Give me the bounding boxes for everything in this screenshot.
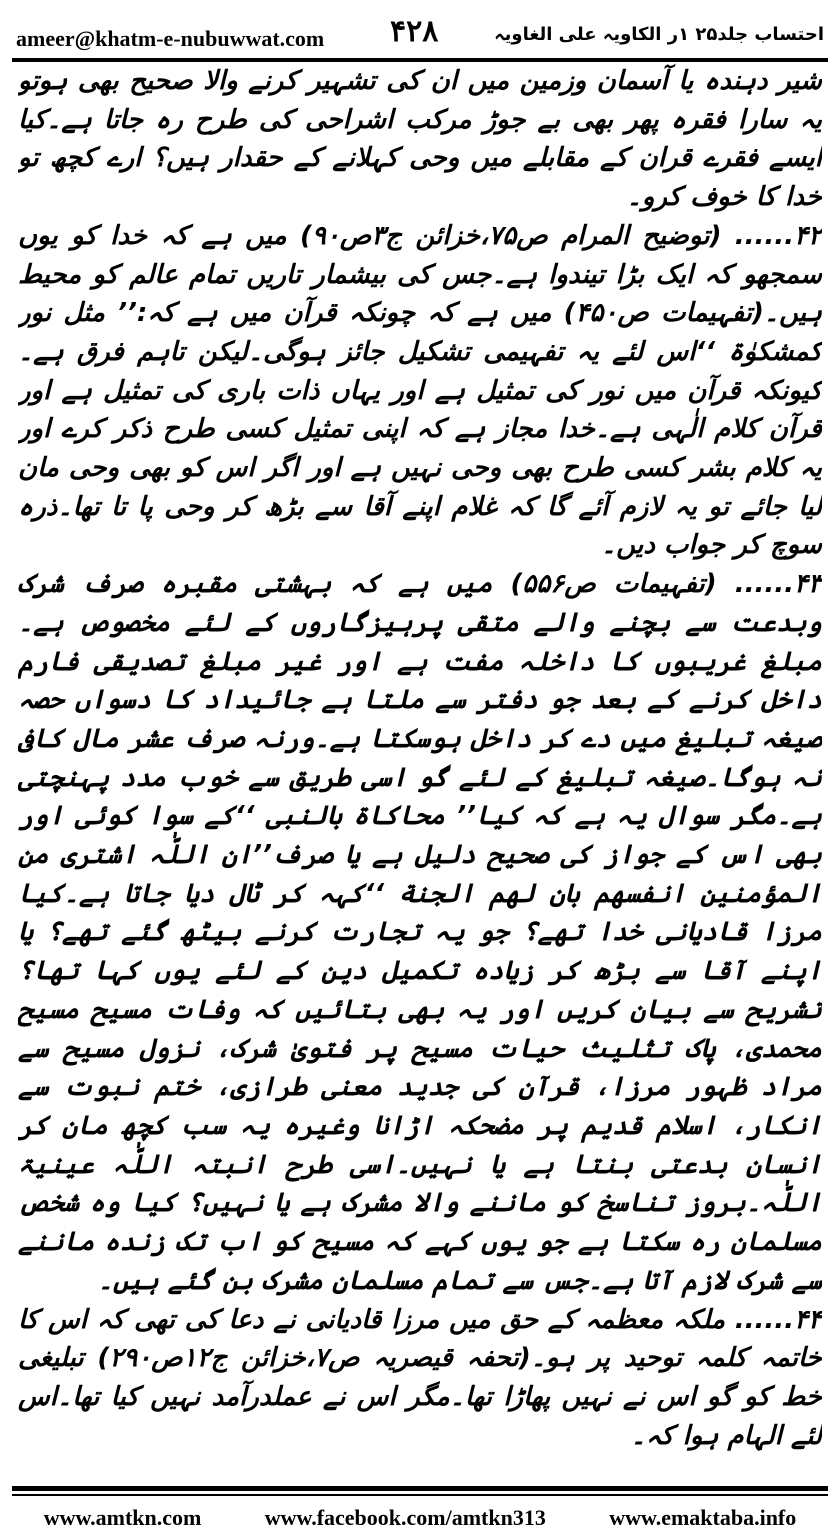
paragraph-44: ۴۴...... ملکہ معظمہ کے حق میں مرزا قادیانی نے دعا کی تھی کہ اس کا خاتمہ کلمہ توحید پر ہو۔(تحفہ قیصریہ ص۷،خزائن ج۱۲ص۲۹۰) تبلیغی خط کو گو اس نے نہیں پھاڑا تھا۔مگر اس نے عملدرآمد نہیں کیا تھا۔اس لئے الہام ہوا کہ۔ bbox=[18, 1304, 822, 1451]
paragraph-42: ۴۲...... (توضیح المرام ص۷۵،خزائن ج۳ص۹۰) میں ہے کہ خدا کو یوں سمجھو کہ ایک بڑا تیندوا ہے۔جس کی بیشمار تاریں تمام عالم کو محیط ہیں۔(تفہیمات ص۴۵۰) میں ہے کہ چونکہ قرآن میں ہے کہ:’’ مثل نور کمشکوٰۃ ‘‘اس لئے یہ تفہیمی تشکیل جائز ہوگی۔لیکن تاہم فرق ہے۔کیونکہ قرآن میں نور کی تمثیل ہے اور یہاں ذات باری کی تمثیل ہے اور قرآن کلام الٰہی ہے۔خدا مجاز ہے کہ اپنی تمثیل کسی طرح ذکر کرے اور یہ کلام بشر کسی طرح بھی وحی نہیں ہے اور اگر اس کو بھی وحی مان لیا جائے تو یہ لازم آئے گا کہ غلام اپنے آقا سے بڑھ کر وحی پا تا تھا۔ذرہ سوچ کر جواب دیں۔ bbox=[18, 220, 822, 561]
paragraph-continuation: شیر دہندہ یا آسمان وزمین میں ان کی تشہیر کرنے والا صحیح بھی ہوتو یہ سارا فقرہ پھر بھی بے جوڑ مرکب اشراحی کی طرح رہ جاتا ہے۔کیا ایسے فقرے قران کے مقابلے میں وحی کہلانے کے حقدار ہیں؟ ارے کچھ تو خدا کا خوف کرو۔ bbox=[18, 66, 822, 213]
footer-divider-thin bbox=[12, 1494, 828, 1496]
page-number: ۴۲۸ bbox=[390, 14, 439, 49]
footer-divider-thick bbox=[12, 1486, 828, 1491]
footer-link-facebook[interactable]: www.facebook.com/amtkn313 bbox=[264, 1505, 546, 1530]
main-text bbox=[18, 62, 822, 1462]
paragraph-43: ۴۳...... (تفہیمات ص۵۵۶) میں ہے کہ بہشتی مقبرہ صرف شرک وبدعت سے بچنے والے متقی پرہیزگاروں کے لئے مخصوص ہے۔مبلغ غریبوں کا داخلہ مفت ہے اور غیر مبلغ تصدیقی فارم داخل کرنے کے بعد جو دفتر سے ملتا ہے جائیداد کا دسواں حصہ صیغہ تبلیغ میں دے کر داخل ہوسکتا ہے۔ورنہ صرف عشر مال کافی نہ ہوگا۔صیغہ تبلیغ کے لئے گو اسی طریق سے خوب مدد پہنچتی ہے۔مگر سوال یہ ہے کہ کیا’’ محاکاۃ بالنبی ‘‘کے سوا کوئی اور بھی اس کے جواز کی صحیح دلیل ہے یا صرف’’ان اللّٰہ اشتری من المؤمنین انفسهم بان لهم الجنة ‘‘کہہ کر ٹال دیا جاتا ہے۔کیا مرزا قادیانی خدا تھے؟ جو یہ تجارت کرنے بیٹھ گئے تھے؟ یا اپنے آقا سے بڑھ کر زیادہ تکمیل دین کے لئے یوں کہا تھا؟ تشریح سے بیان کریں اور یہ بھی بتائیں کہ وفات مسیح مسیح محمدی، پاک تثلیث حیات مسیح پر فتویٰ شرک، نزول مسیح سے مراد ظہور مرزا، قرآن کی جدید معنی طرازی، ختم نبوت سے انکار، اسلام قدیم پر مضحکہ اڑانا وغیرہ یہ سب کچھ مان کر انسان بدعتی بنتا ہے یا نہیں۔اسی طرح انبتہ اللّٰہ عینیۃ اللّٰہ۔بروز تناسخ کو ماننے والا مشرک ہے یا نہیں؟ کیا وہ شخص مسلمان رہ سکتا ہے جو یوں کہے کہ مسیح کو اب تک زندہ ماننے سے شرک لازم آتا ہے۔جس سے تمام مسلمان مشرک بن گئے ہیں۔ bbox=[18, 569, 822, 1296]
footer-link-amtkn[interactable]: www.amtkn.com bbox=[43, 1505, 202, 1530]
page-footer bbox=[12, 1500, 828, 1536]
page-header bbox=[10, 14, 830, 54]
footer-link-emaktaba[interactable]: www.emaktaba.info bbox=[609, 1505, 797, 1530]
book-title: احتساب جلد۲۵ ۱ر الکاویہ علی الغاویہ bbox=[494, 24, 824, 45]
header-email: ameer@khatm-e-nubuwwat.com bbox=[16, 26, 325, 51]
